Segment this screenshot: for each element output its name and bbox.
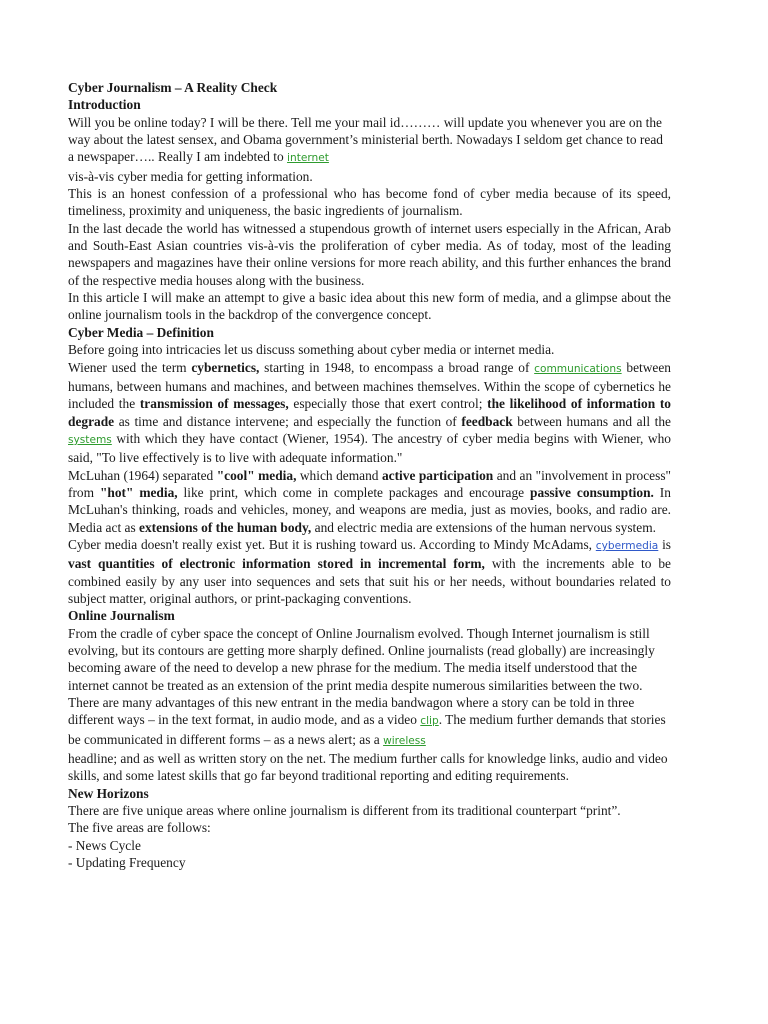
bold-term: passive consumption.	[530, 484, 654, 500]
list-item: - News Cycle	[68, 837, 141, 853]
definition-paragraph-2: Wiener used the term cybernetics, starting in 1948, to encompass a broad range of communications between humans, between humans and machines, and between machines themselves. Within the scope of cybernetics he included the transmission of messages, especially those that exert control; the likelihood of information to degrade as time and distance intervene; and especially the function of feedback between humans and all the systems with which they have contact (Wiener, 1954). The ancestry of cyber media begins with Wiener, who said, "To live effectively is to live with adequate information."	[68, 359, 671, 466]
bold-term: "hot" media,	[99, 484, 178, 500]
online-paragraph-1: From the cradle of cyber space the concept of Online Journalism evolved. Though Internet journalism is still evolving, but its contours are getting more sharply defined. Online journalists (read globally) are increasingly becoming aware of the need to develop a new phrase for the medium. The media itself understood that the internet cannot be treated as an extension of the print media despite numerous similarities between the two. There are many advantages of this new entrant in the media bandwagon where a story can be told in three different ways – in the text format, in audio mode, and as a video clip. The medium further demands that stories be communicated in different forms – as a news alert; as a wireless headline; and as well as written story on the net. The medium further calls for knowledge links, audio and video skills, and some latest skills that go far beyond traditional reporting and editing requirements.	[68, 625, 668, 784]
link-clip[interactable]: clip	[420, 715, 439, 728]
bold-term: feedback	[461, 413, 513, 429]
definition-paragraph-4: Cyber media doesn't really exist yet. But it is rushing toward us. According to Mindy McAdams, cybermedia is vast quantities of electronic information stored in incremental form, with the increments able to be combined easily by any user into sequences and sets that suit his or her needs, without boundaries related to subject matter, original authors, or print-packaging conventions.	[68, 536, 672, 606]
definition-paragraph-1: Before going into intricacies let us discuss something about cyber media or internet media.	[68, 342, 555, 358]
link-wireless[interactable]: wireless	[383, 734, 426, 747]
bold-term: the likelihood of information to degrade	[68, 396, 671, 429]
definition-paragraph-3: McLuhan (1964) separated "cool" media, which demand active participation and an "involvement in process" from "hot" media, like print, which come in complete packages and encourage passive consumption. In McLuhan's thinking, roads and vehicles, money, and weapons are media, just as movies, books, and radio are. Media act as extensions of the human body, and electric media are extensions of the human nervous system.	[68, 467, 672, 535]
intro-paragraph-1	[68, 114, 671, 185]
areas-list	[68, 837, 671, 872]
link-communications[interactable]: communications	[534, 362, 622, 375]
bold-term: extensions of the human body,	[139, 519, 312, 535]
section-heading-introduction: Introduction	[68, 97, 141, 113]
list-item: - Updating Frequency	[68, 855, 186, 871]
intro-paragraph-3: In the last decade the world has witnessed a stupendous growth of internet users especially in the African, Arab and South-East Asian countries vis-à-vis the proliferation of cyber media. As of today, most of the leading newspapers and magazines have their online versions for more reach ability, and this further enhances the brand of the respective media houses along with the business.	[68, 220, 671, 288]
intro-paragraph-4: In this article I will make an attempt to give a basic idea about this new form of media, and a glimpse about the online journalism tools in the backdrop of the convergence concept.	[68, 290, 671, 323]
bold-term: vast quantities of electronic information stored in incremental form,	[68, 556, 485, 572]
horizons-paragraph-2: The five areas are follows:	[68, 820, 211, 836]
horizons-paragraph-1: There are five unique areas where online journalism is different from its traditional counterpart “print”.	[68, 803, 621, 819]
section-heading-definition: Cyber Media – Definition	[68, 324, 214, 340]
bold-term: transmission of messages,	[139, 396, 289, 412]
bold-term: "cool" media,	[216, 467, 297, 483]
document-page	[68, 79, 671, 871]
bold-term: cybernetics,	[191, 359, 260, 375]
link-cybermedia[interactable]: cybermedia	[595, 539, 659, 552]
intro-paragraph-2: This is an honest confession of a professional who has become fond of cyber media because of its speed, timeliness, proximity and uniqueness, the basic ingredients of journalism.	[68, 186, 671, 219]
section-heading-online-journalism: Online Journalism	[68, 608, 175, 624]
document-title: Cyber Journalism – A Reality Check	[68, 80, 278, 95]
link-internet[interactable]: internet	[287, 152, 329, 165]
intro-text-continued: vis-à-vis cyber media for getting information.	[68, 168, 313, 184]
section-heading-new-horizons: New Horizons	[68, 785, 149, 801]
bold-term: active participation	[381, 467, 494, 483]
link-systems[interactable]: systems	[68, 433, 112, 446]
intro-text: Will you be online today? I will be there. Tell me your mail id……… will update you whenever you are on the way about the latest sensex, and Obama government’s ministerial berth. Nowadays I seldom get chance to read a newspaper….. Really I am indebted to	[68, 114, 663, 165]
